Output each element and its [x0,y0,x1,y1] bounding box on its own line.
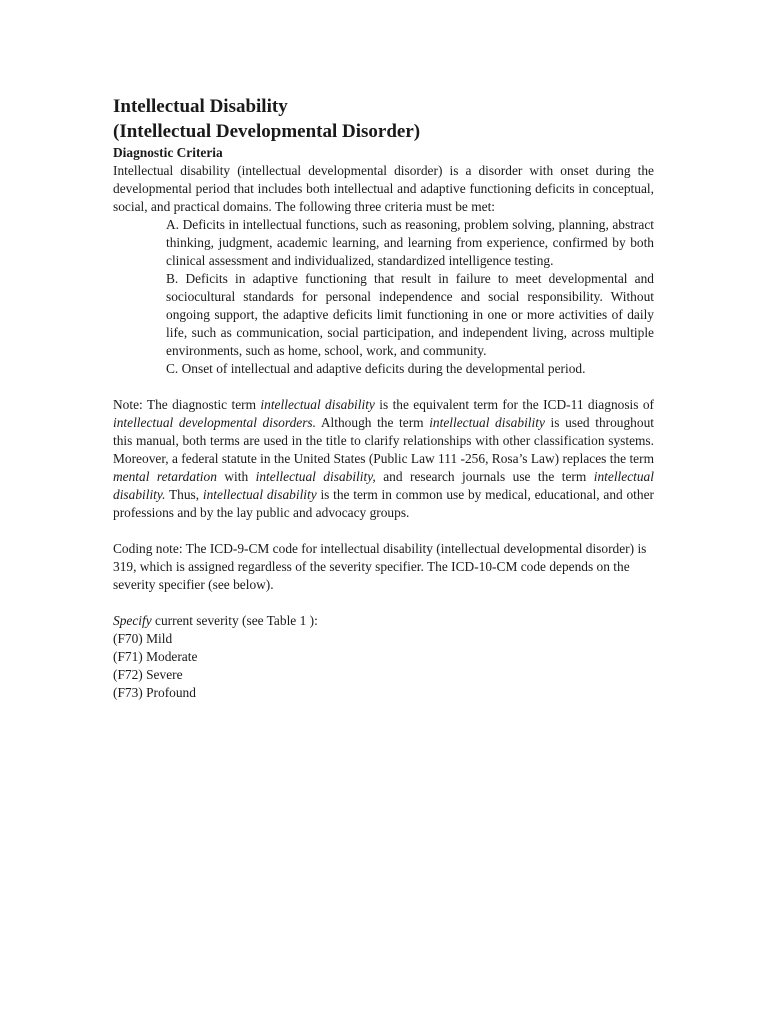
severity-item: (F70) Mild [113,631,173,646]
title-line-2: (Intellectual Developmental Disorder) [113,121,421,142]
criteria-list [166,216,654,378]
severity-item: (F72) Severe [113,667,183,682]
section-heading: Diagnostic Criteria [113,145,223,160]
severity-item: (F73) Profound [113,685,196,700]
specify-line: Specify current severity (see Table 1 ): [113,613,318,628]
document-title [113,94,654,144]
coding-note-paragraph: Coding note: The ICD-9-CM code for intellectual disability (intellectual developmental disorder) is 319, which is assigned regardless of the severity specifier. The ICD-10-CM code depends on the severity specifier (see below). [113,541,647,592]
note-paragraph: Note: The diagnostic term intellectual disability is the equivalent term for the ICD-11 diagnosis of intellectual developmental disorders. Although the term intellectual disability is used throughout this manual, both terms are used in the title to clarify relationships with other classification systems. Moreover, a federal statute in the United States (Public Law 111 -256, Rosa’s Law) replaces the term mental retardation with intellectual disability, and research journals use the term intellectual disability. Thus, intellectual disability is the term in common use by medical, educational, and other professions and by the lay public and advocacy groups. [113,397,655,520]
criterion-c: C. Onset of intellectual and adaptive deficits during the developmental period. [166,361,586,376]
severity-item: (F71) Moderate [113,649,198,664]
title-line-1: Intellectual Disability [113,96,288,117]
severity-list [113,630,654,702]
criterion-b: B. Deficits in adaptive functioning that result in failure to meet developmental and sociocultural standards for personal independence and social responsibility. Without ongoing support, the adaptive deficits limit functioning in one or more activities of daily life, such as communication, social participation, and independent living, across multiple environments, such as home, school, work, and community. [166,271,654,358]
criterion-a: A. Deficits in intellectual functions, such as reasoning, problem solving, planning, abstract thinking, judgment, academic learning, and learning from experience, confirmed by both clinical assessment and individualized, standardized intelligence testing. [166,217,654,268]
document-page [113,94,654,702]
intro-paragraph: Intellectual disability (intellectual developmental disorder) is a disorder with onset during the developmental period that includes both intellectual and adaptive functioning deficits in conceptual, social, and practical domains. The following three criteria must be met: [113,163,654,214]
